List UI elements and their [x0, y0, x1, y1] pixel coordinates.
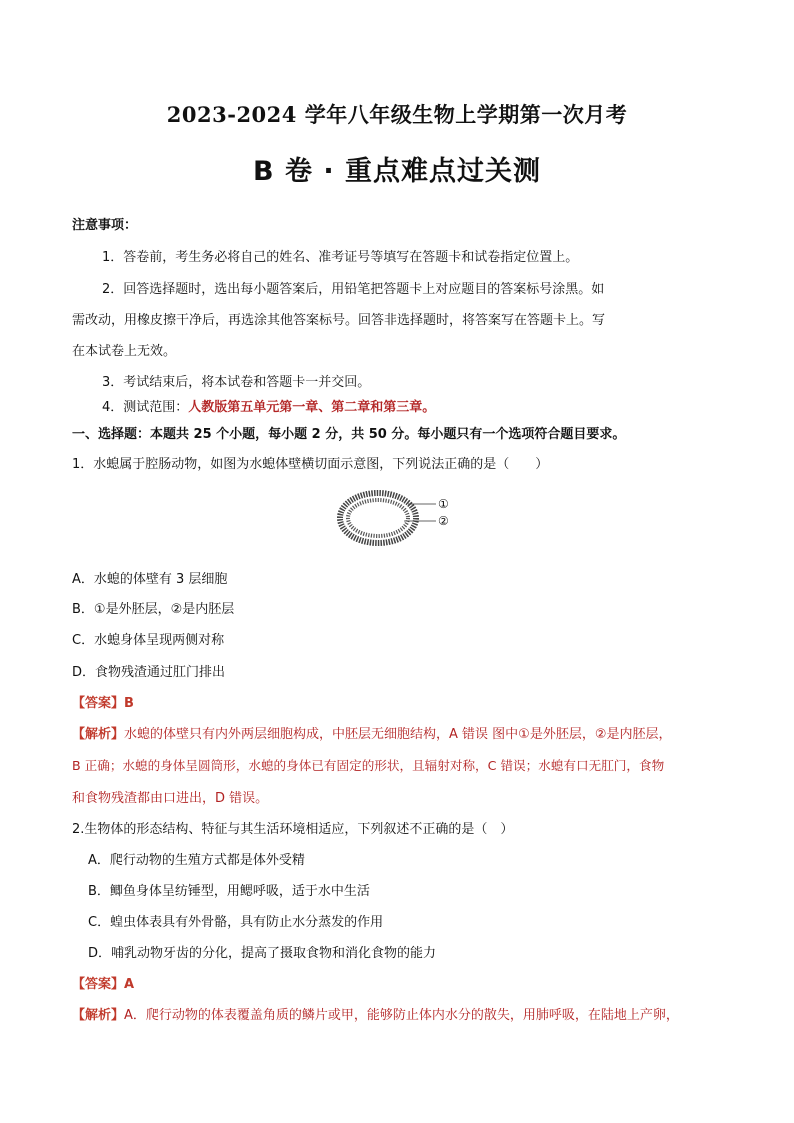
- answer-value: A: [124, 977, 135, 992]
- analysis-text: 水螅的体壁只有内外两层细胞构成，中胚层无细胞结构，A 错误 图中①是外胚层，②是内胚层，: [124, 727, 672, 742]
- notice-heading: 注意事项：: [72, 218, 138, 233]
- q1-analysis-line3: 和食物残渣都由口进出，D 错误。: [72, 791, 269, 806]
- answer-tag: 【答案】: [72, 696, 125, 711]
- notice-item-4: [102, 401, 435, 414]
- answer-tag: 【答案】: [72, 977, 125, 992]
- notice-item-2-line2: 需改动，用橡皮擦干净后，再选涂其他答案标号。回答非选择题时，将答案写在答题卡上。写: [72, 313, 606, 328]
- notice-item-1: 1．答卷前，考生务必将自己的姓名、准考证号等填写在答题卡和试卷指定位置上。: [102, 250, 579, 265]
- q1-analysis-line2: B 正确；水螅的身体呈圆筒形，水螅的身体已有固定的形状，且辐射对称，C 错误；水螅有口无肛门，食物: [72, 758, 665, 773]
- figure-label-1: ①: [438, 497, 449, 511]
- cavity: [353, 504, 403, 532]
- answer-value: B: [124, 696, 134, 711]
- exam-title: 2023-2024 学年八年级生物上学期第一次月考: [166, 102, 628, 127]
- analysis-text: A．爬行动物的体表覆盖角质的鳞片或甲，能够防止体内水分的散失，用肺呼吸，在陆地上产卵，: [124, 1008, 679, 1023]
- q2-option-d: D．哺乳动物牙齿的分化，提高了摄取食物和消化食物的能力: [88, 946, 437, 961]
- notice-item-2-line1: 2．回答选择题时，选出每小题答案后，用铅笔把答题卡上对应题目的答案标号涂黑。如: [102, 282, 605, 297]
- figure-label-2: ②: [438, 514, 449, 528]
- q2-option-a: A．爬行动物的生殖方式都是体外受精: [88, 853, 305, 868]
- q1-analysis-line1: [72, 728, 671, 741]
- section-heading: 一、选择题：本题共 25 个小题，每小题 2 分，共 50 分。每小题只有一个选项符合题目要求。: [72, 427, 626, 442]
- q1-option-b: B．①是外胚层，②是内胚层: [72, 602, 235, 617]
- q1-option-a: A．水螅的体壁有 3 层细胞: [72, 572, 228, 587]
- q2-option-c: C．蝗虫体表具有外骨骼，具有防止水分蒸发的作用: [88, 915, 384, 930]
- notice-item-4-prefix: 4．测试范围：: [102, 400, 189, 415]
- q1-option-d: D．食物残渣通过肛门排出: [72, 665, 226, 680]
- notice-item-2-line3: 在本试卷上无效。: [72, 344, 177, 359]
- exam-subtitle: B 卷 · 重点难点过关测: [252, 156, 542, 187]
- q2-option-b: B．鲫鱼身体呈纺锤型，用鳃呼吸，适于水中生活: [88, 884, 370, 899]
- q1-option-c: C．水螅身体呈现两侧对称: [72, 633, 225, 648]
- analysis-tag: 【解析】: [72, 727, 125, 742]
- q2-answer: [72, 978, 134, 991]
- q1-answer: [72, 697, 134, 710]
- notice-item-3: 3．考试结束后，将本试卷和答题卡一并交回。: [102, 375, 371, 390]
- analysis-tag: 【解析】: [72, 1008, 125, 1023]
- hydra-cross-section-figure: [330, 486, 480, 548]
- q1-stem: 1．水螅属于腔肠动物，如图为水螅体壁横切面示意图，下列说法正确的是（ ）: [72, 457, 549, 472]
- test-range: 人教版第五单元第一章、第二章和第三章。: [188, 400, 436, 415]
- q2-analysis-line1: [72, 1009, 679, 1022]
- q2-stem: 2.生物体的形态结构、特征与其生活环境相适应，下列叙述不正确的是（ ）: [72, 822, 514, 837]
